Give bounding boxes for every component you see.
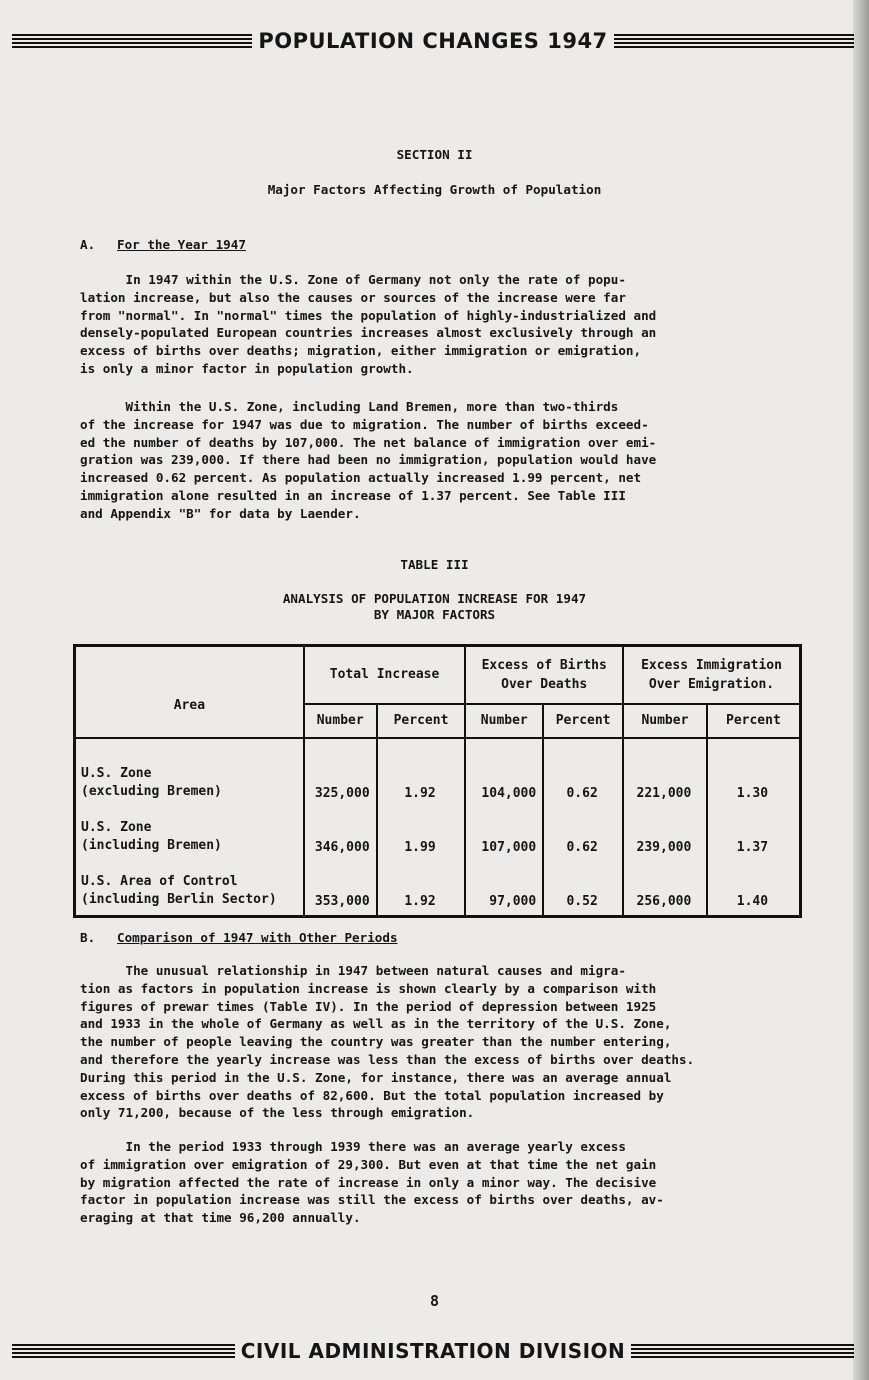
paragraph-line: the number of people leaving the country was greater than the number entering,	[80, 1034, 672, 1050]
header-area: Area	[75, 646, 304, 738]
paragraph-line: is only a minor factor in population growth.	[80, 361, 414, 376]
page-edge-shadow	[853, 0, 869, 1380]
row-births-percent: 0.62	[543, 801, 623, 855]
part-b-marker: B.	[80, 930, 96, 945]
table-title-line-2: BY MAJOR FACTORS	[373, 607, 496, 622]
row-births-number: 97,000	[465, 855, 543, 917]
table-title-line-1: ANALYSIS OF POPULATION INCREASE FOR 1947	[282, 591, 587, 606]
paragraph-line: During this period in the U.S. Zone, for instance, there was an average annual	[80, 1069, 672, 1085]
paragraph-line: from "normal". In "normal" times the population of highly-industrialized and	[80, 307, 657, 323]
row-total-percent: 1.92	[377, 855, 466, 917]
paragraph-line: immigration alone resulted in an increase of 1.37 percent. See Table III	[80, 488, 626, 503]
header-total-number: Number	[304, 704, 377, 738]
paragraph-line: and 1933 in the whole of Germany as well as in the territory of the U.S. Zone,	[80, 1016, 672, 1032]
row-immig-percent: 1.30	[707, 738, 801, 801]
header-excess-immigration: Excess Immigration Over Emigration.	[623, 646, 800, 704]
paragraph-line: and Appendix "B" for data by Laender.	[80, 505, 361, 521]
row-area: U.S. Zone (excluding Bremen)	[75, 738, 304, 801]
paragraph-line: by migration affected the rate of increase in only a minor way. The decisive	[80, 1174, 657, 1190]
header-total-increase: Total Increase	[304, 646, 466, 704]
paragraph-line: gration was 239,000. If there had been no immigration, population would have	[80, 452, 657, 468]
section-heading: Major Factors Affecting Growth of Population	[267, 182, 602, 197]
table-label: TABLE III	[400, 557, 469, 572]
row-total-number: 325,000	[304, 738, 377, 801]
paragraph-line: ed the number of deaths by 107,000. The net balance of immigration over emi-	[80, 434, 657, 450]
table-row	[75, 855, 801, 917]
row-area: U.S. Zone (including Bremen)	[75, 801, 304, 855]
row-births-number: 107,000	[465, 801, 543, 855]
footer-title: CIVIL ADMINISTRATION DIVISION	[240, 1339, 626, 1363]
footer-rule-left	[12, 1344, 235, 1359]
paragraph-line: excess of births over deaths; migration, either immigration or emigration,	[80, 343, 642, 359]
section-label: SECTION II	[396, 147, 473, 162]
header-banner	[12, 30, 854, 52]
paragraph-line: tion as factors in population increase is shown clearly by a comparison with	[80, 980, 657, 996]
header-births-number: Number	[465, 704, 543, 738]
part-a-marker: A.	[80, 237, 96, 252]
header-rule-left	[12, 34, 252, 49]
paragraph-line: The unusual relationship in 1947 between natural causes and migra-	[80, 963, 626, 978]
paragraph-line: only 71,200, because of the less through emigration.	[80, 1105, 475, 1121]
header-immig-number: Number	[623, 704, 707, 738]
row-immig-percent: 1.40	[707, 855, 801, 917]
footer-banner	[12, 1340, 854, 1362]
table-row	[75, 738, 801, 801]
paragraph-line: In the period 1933 through 1939 there was an average yearly excess	[80, 1139, 626, 1154]
header-immig-percent: Percent	[707, 704, 801, 738]
header-excess-births: Excess of Births Over Deaths	[465, 646, 623, 704]
paragraph-line: of the increase for 1947 was due to migration. The number of births exceed-	[80, 416, 649, 432]
page-number: 8	[429, 1292, 440, 1310]
paragraph-line: densely-populated European countries increases almost exclusively through an	[80, 325, 657, 341]
paragraph-line: Within the U.S. Zone, including Land Bremen, more than two-thirds	[80, 399, 619, 414]
part-b-title: Comparison of 1947 with Other Periods	[117, 930, 398, 945]
paragraph-line: In 1947 within the U.S. Zone of Germany not only the rate of popu-	[80, 272, 626, 287]
row-area: U.S. Area of Control (including Berlin Sector)	[75, 855, 304, 917]
paragraph-line: figures of prewar times (Table IV). In the period of depression between 1925	[80, 998, 657, 1014]
row-total-number: 353,000	[304, 855, 377, 917]
paragraph-line: lation increase, but also the causes or sources of the increase were far	[80, 289, 626, 305]
row-births-percent: 0.52	[543, 855, 623, 917]
footer-rule-right	[631, 1344, 854, 1359]
header-total-percent: Percent	[377, 704, 466, 738]
paragraph-line: excess of births over deaths of 82,600. But the total population increased by	[80, 1087, 664, 1103]
row-immig-percent: 1.37	[707, 801, 801, 855]
row-total-percent: 1.92	[377, 738, 466, 801]
paragraph-line: of immigration over emigration of 29,300. But even at that time the net gain	[80, 1156, 657, 1172]
row-immig-number: 256,000	[623, 855, 707, 917]
row-total-percent: 1.99	[377, 801, 466, 855]
row-immig-number: 221,000	[623, 738, 707, 801]
row-total-number: 346,000	[304, 801, 377, 855]
table-row	[75, 801, 801, 855]
row-births-percent: 0.62	[543, 738, 623, 801]
part-a-title: For the Year 1947	[117, 237, 246, 252]
paragraph-line: factor in population increase was still the excess of births over deaths, av-	[80, 1192, 664, 1208]
paragraph-line: eraging at that time 96,200 annually.	[80, 1210, 361, 1226]
paragraph-line: and therefore the yearly increase was less than the excess of births over deaths.	[80, 1052, 695, 1067]
header-rule-right	[614, 34, 854, 49]
header-title: POPULATION CHANGES 1947	[258, 29, 608, 53]
row-births-number: 104,000	[465, 738, 543, 801]
population-increase-table	[73, 644, 802, 918]
header-births-percent: Percent	[543, 704, 623, 738]
paragraph-line: increased 0.62 percent. As population actually increased 1.99 percent, net	[80, 470, 642, 486]
row-immig-number: 239,000	[623, 801, 707, 855]
